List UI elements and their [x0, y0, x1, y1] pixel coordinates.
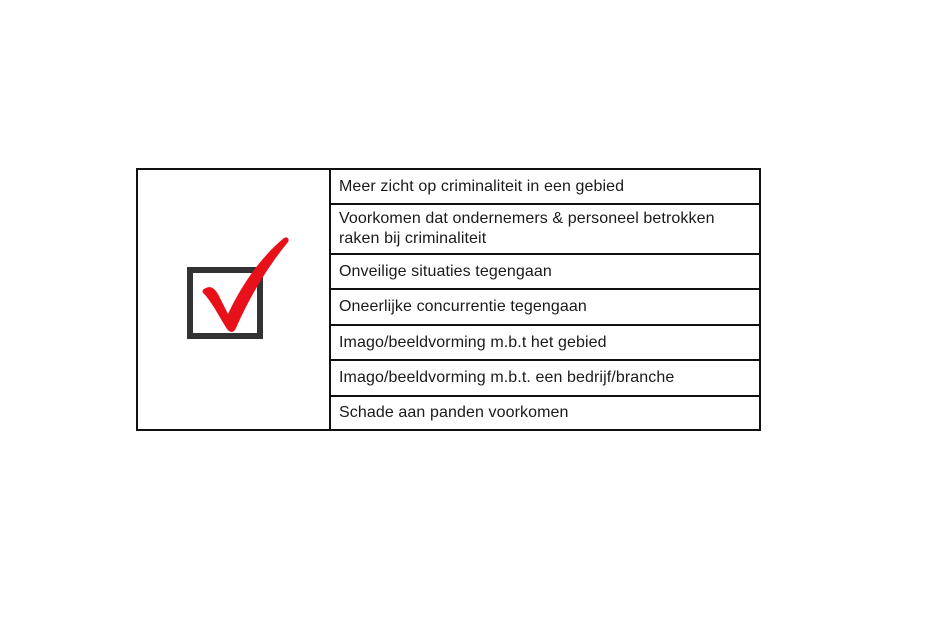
- checkmark-icon: [203, 237, 289, 332]
- list-item: Schade aan panden voorkomen: [339, 404, 569, 421]
- icon-cell: [138, 170, 331, 429]
- list-item: Meer zicht op criminaliteit in een gebied: [331, 170, 759, 205]
- checked-checkbox-icon: [184, 232, 294, 344]
- list-item: Imago/beeldvorming m.b.t. een bedrijf/branche: [331, 361, 759, 397]
- list-item: Voorkomen dat ondernemers & personeel betrokken raken bij criminaliteit: [331, 205, 759, 255]
- list-item: Imago/beeldvorming m.b.t het gebied: [331, 326, 759, 361]
- goals-list: [331, 170, 759, 429]
- goals-table: [136, 168, 761, 431]
- list-item: Oneerlijke concurrentie tegengaan: [331, 290, 759, 326]
- list-item: Onveilige situaties tegengaan: [331, 255, 759, 290]
